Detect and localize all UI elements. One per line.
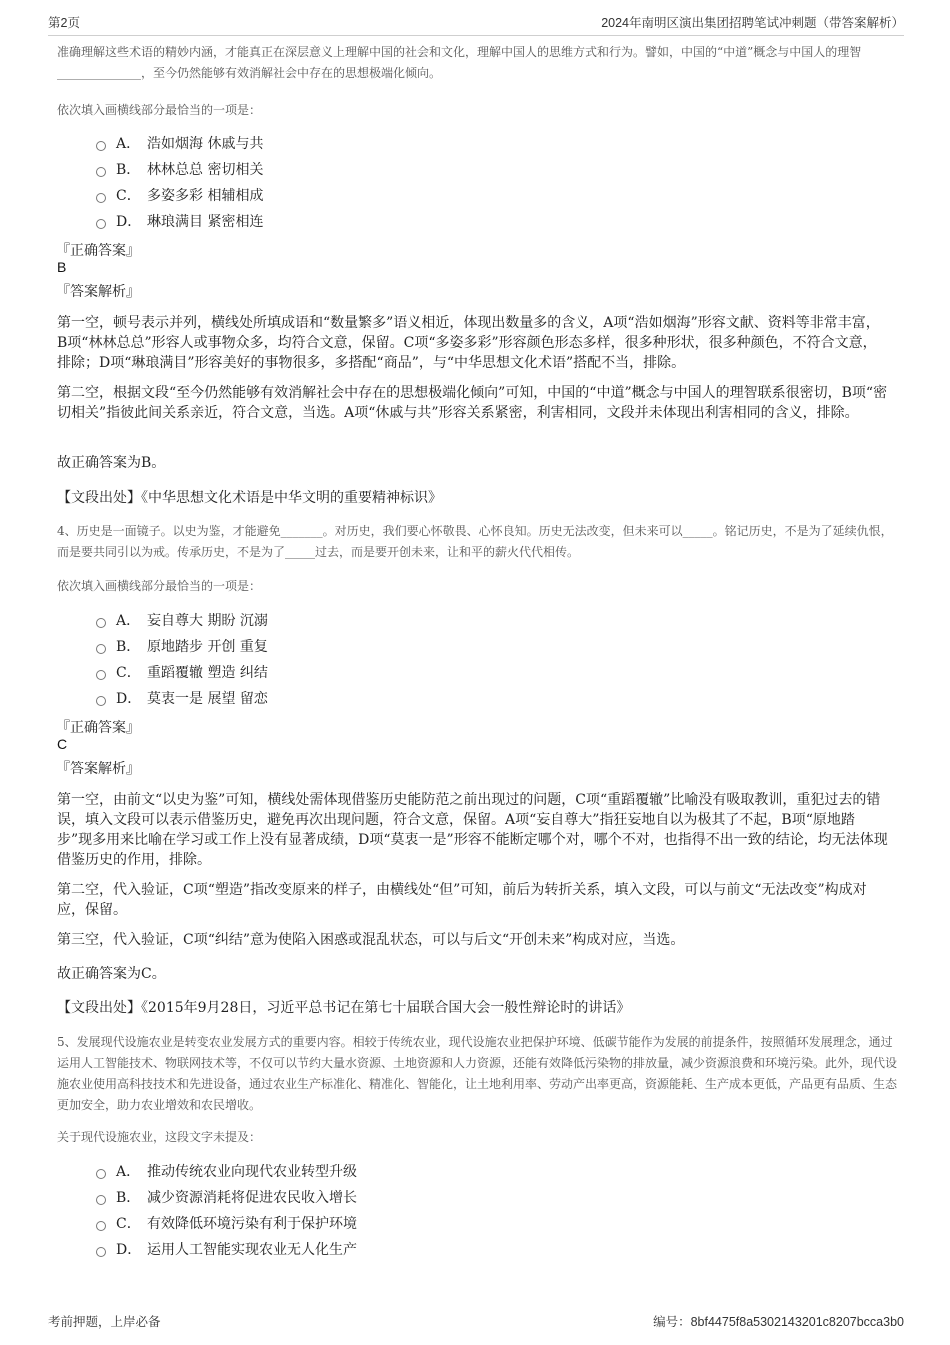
radio-icon[interactable] — [96, 1169, 106, 1179]
q3-option-a[interactable]: A． 浩如烟海 休戚与共 — [96, 130, 263, 156]
q4-options — [96, 607, 268, 711]
q3-analysis-2: 第二空，根据文段“至今仍然能够有效消解社会中存在的思想极端化倾向”可知，中国的“中道”概念与中国人的理智联系很密切，B项“密切相关”指彼此间关系亲近，符合文意，当选。A项“休戚与共”形容关系紧密，利害相同，文段并未体现出利害相同的含义，排除。 — [57, 385, 888, 421]
radio-icon[interactable] — [96, 141, 106, 151]
q3-analysis-3: 故正确答案为B。 — [57, 455, 166, 471]
page-header — [48, 13, 904, 36]
radio-icon[interactable] — [96, 219, 106, 229]
q3-answer: B — [57, 259, 67, 275]
q4-answer-label: 『正确答案』 — [56, 720, 140, 736]
q5-option-b[interactable]: B． 减少资源消耗将促进农民收入增长 — [96, 1184, 357, 1210]
q3-analysis-label: 『答案解析』 — [56, 284, 140, 300]
q3-prompt: 依次填入画横线部分最恰当的一项是： — [57, 103, 262, 117]
q4-analysis-4: 故正确答案为C。 — [57, 966, 166, 982]
q4-option-c[interactable]: C． 重蹈覆辙 塑造 纠结 — [96, 659, 268, 685]
q4-source: 【文段出处】《2015年9月28日，习近平总书记在第七十届联合国大会一般性辩论时的讲话》 — [57, 1000, 631, 1016]
q3-analysis-1: 第一空，顿号表示并列，横线处所填成语和“数量繁多”语义相近，体现出数量多的含义，A项“浩如烟海”形容文献、资料等非常丰富，B项“林林总总”形容人或事物众多，均符合文意，保留。C项“多姿多彩”形容颜色形态多样，很多种形状，很多种颜色，不符合文意，排除；D项“琳琅满目”形容美好的事物很多，多搭配“商品”，与“中华思想文化术语”搭配不当，排除。 — [57, 315, 880, 371]
q3-option-c[interactable]: C． 多姿多彩 相辅相成 — [96, 182, 263, 208]
radio-icon[interactable] — [96, 696, 106, 706]
q5-stem: 5、发展现代设施农业是转变农业发展方式的重要内容。相较于传统农业，现代设施农业把保护环境、低碳节能作为发展的前提条件，按照循环发展理念，通过运用人工智能技术、物联网技术等，不仅可以节约大量水资源、土地资源和人力资源，还能有效降低污染物的排放量，减少资源浪费和环境污染。此外，现代设施农业使用高科技技术和先进设备，通过农业生产标准化、精准化、智能化，让土地利用率、劳动产出率更高，资源能耗、生产成本更低，产品更有品质、生态更加安全，助力农业增效和农民增收。 — [57, 1035, 898, 1112]
q4-analysis-2: 第二空，代入验证，C项“塑造”指改变原来的样子，由横线处“但”可知，前后为转折关系，填入文段，可以与前文“无法改变”构成对应，保留。 — [57, 882, 867, 918]
q3-option-b[interactable]: B． 林林总总 密切相关 — [96, 156, 263, 182]
q4-analysis-label: 『答案解析』 — [56, 761, 140, 777]
q3-source: 【文段出处】《中华思想文化术语是中华文明的重要精神标识》 — [57, 490, 442, 506]
q5-option-c[interactable]: C． 有效降低环境污染有利于保护环境 — [96, 1210, 357, 1236]
q5-option-d[interactable]: D． 运用人工智能实现农业无人化生产 — [96, 1236, 357, 1262]
radio-icon[interactable] — [96, 167, 106, 177]
radio-icon[interactable] — [96, 1247, 106, 1257]
radio-icon[interactable] — [96, 193, 106, 203]
radio-icon[interactable] — [96, 670, 106, 680]
q4-stem: 4、历史是一面镜子。以史为鉴，才能避免_______。对历史，我们要心怀敬畏、心怀良知。历史无法改变，但未来可以_____。铭记历史，不是为了延续仇恨，而是要共同引以为戒。传承历史，不是为了_____过去，而是要开创未来，让和平的薪火代代相传。 — [57, 524, 893, 559]
document-id: 编号：8bf4475f8a5302143201c8207bcca3b0 — [653, 1315, 904, 1329]
q4-option-a[interactable]: A． 妄自尊大 期盼 沉溺 — [96, 607, 268, 633]
radio-icon[interactable] — [96, 1195, 106, 1205]
q3-answer-label: 『正确答案』 — [56, 243, 140, 259]
radio-icon[interactable] — [96, 1221, 106, 1231]
footer-slogan: 考前押题，上岸必备 — [48, 1315, 161, 1329]
q4-option-b[interactable]: B． 原地踏步 开创 重复 — [96, 633, 268, 659]
q4-option-d[interactable]: D． 莫衷一是 展望 留恋 — [96, 685, 268, 711]
q4-analysis-1: 第一空，由前文“以史为鉴”可知，横线处需体现借鉴历史能防范之前出现过的问题，C项“重蹈覆辙”比喻没有吸取教训，重犯过去的错误，填入文段可以表示借鉴历史，避免再次出现问题，符合文意，保留。A项“妄自尊大”指狂妄地自以为极其了不起，B项“原地踏步”现多用来比喻在学习或工作上没有显著成绩，D项“莫衷一是”形容不能断定哪个对，哪个不对，也指得不出一致的结论，均无法体现借鉴历史的作用，排除。 — [57, 792, 888, 868]
q3-stem: 准确理解这些术语的精妙内涵，才能真正在深层意义上理解中国的社会和文化，理解中国人的思维方式和行为。譬如，中国的“中道”概念与中国人的理智 ______________，至今仍然能够有效消解社会中存在的思想极端化倾向。 — [57, 45, 862, 80]
page-number: 第2页 — [48, 16, 80, 30]
q5-option-a[interactable]: A． 推动传统农业向现代农业转型升级 — [96, 1158, 357, 1184]
document-title: 2024年南明区演出集团招聘笔试冲刺题（带答案解析） — [601, 16, 904, 30]
q3-option-d[interactable]: D． 琳琅满目 紧密相连 — [96, 208, 263, 234]
q3-options — [96, 130, 263, 234]
q5-prompt: 关于现代设施农业，这段文字未提及： — [57, 1130, 262, 1144]
q4-prompt: 依次填入画横线部分最恰当的一项是： — [57, 579, 262, 593]
radio-icon[interactable] — [96, 618, 106, 628]
page-footer — [48, 1312, 904, 1330]
q5-options — [96, 1158, 357, 1262]
radio-icon[interactable] — [96, 644, 106, 654]
q4-answer: C — [57, 736, 68, 752]
q4-analysis-3: 第三空，代入验证，C项“纠结”意为使陷入困惑或混乱状态，可以与后文“开创未来”构成对应，当选。 — [57, 932, 685, 948]
